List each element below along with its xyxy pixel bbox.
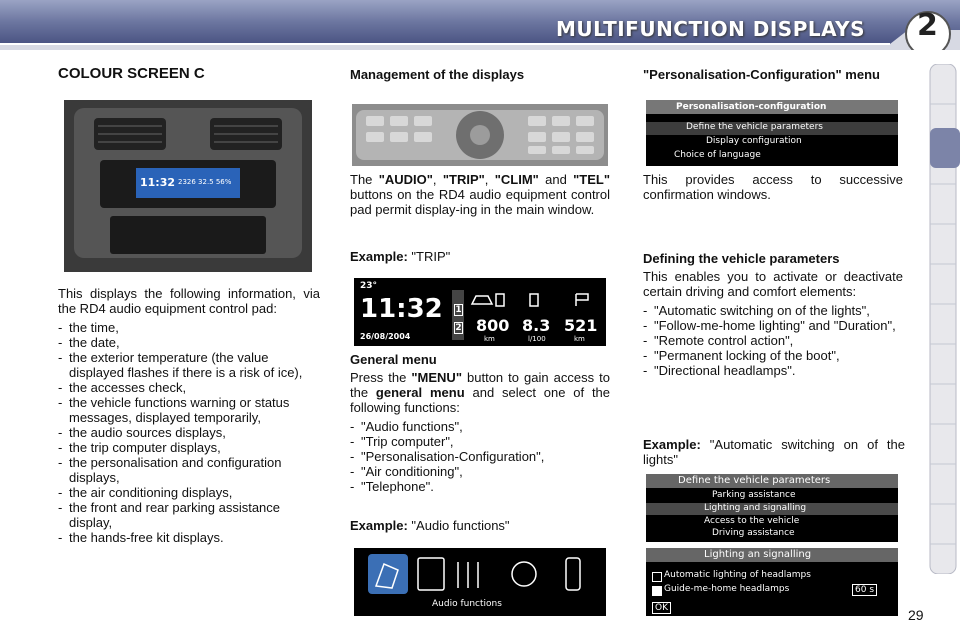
- example-lights: [643, 437, 905, 467]
- personalisation-body: [643, 172, 903, 202]
- general-menu-label: general menu: [375, 385, 465, 400]
- list-item: - the vehicle functions warning or status messages, displayed temporarily,: [58, 395, 320, 425]
- parameters-screen-header: Define the vehicle parameters: [646, 474, 898, 488]
- text-run: buttons on the RD4 audio equipment control pad permit display-ing in the main window.: [350, 187, 610, 217]
- general-menu-title: General menu: [350, 352, 437, 367]
- text-run: and select one of the following functions:: [350, 385, 611, 415]
- colour-screen-list: [58, 320, 320, 545]
- text-run: ,: [432, 172, 443, 187]
- general-menu-paragraph: [350, 370, 610, 415]
- lighting-screen-item: Automatic lighting of headlamps: [664, 570, 811, 580]
- text-run: button to gain access to the: [350, 370, 610, 400]
- lighting-screen-item: Guide-me-home headlamps: [664, 584, 790, 594]
- text-run: ,: [484, 172, 495, 187]
- tel-label: "TEL": [573, 172, 611, 187]
- text-run: The: [350, 172, 379, 187]
- chapter-tab-strip: [926, 64, 960, 574]
- column-colour-screen: [58, 66, 320, 81]
- parameters-screen-item-selected: Lighting and signalling: [646, 503, 898, 515]
- dashboard-photo: [64, 100, 312, 272]
- list-item: - "Permanent locking of the boot",: [643, 348, 903, 363]
- list-item: - the accesses check,: [58, 380, 320, 395]
- air-conditioning-icon: [512, 562, 536, 586]
- trip-temperature: 23°: [360, 281, 378, 291]
- example-trip: [350, 249, 610, 264]
- ok-button: OK: [652, 602, 671, 614]
- parameters-screen-item: Parking assistance: [712, 490, 796, 500]
- automatic-lighting-checkbox: [652, 572, 662, 582]
- list-item: - the audio sources displays,: [58, 425, 320, 440]
- audio-label: "AUDIO": [378, 172, 433, 187]
- trip-computer-icon: [418, 558, 444, 590]
- section-title-personalisation: "Personalisation-Configuration" menu: [643, 67, 880, 82]
- personalisation-paragraph: This provides access to successive confirmation windows.: [643, 172, 903, 202]
- text-run: Press the: [350, 370, 412, 385]
- photo-screen-time: 11:32: [140, 176, 176, 189]
- menu-screen-item-selected: Define the vehicle parameters: [646, 122, 898, 135]
- column-management: [350, 67, 610, 82]
- colour-screen-body: [58, 286, 320, 545]
- trip-tab-1: 1: [455, 305, 462, 315]
- list-item: - the exterior temperature (the value displayed flashes if there is a risk of ice),: [58, 350, 320, 380]
- trip-unit-2: l/100: [528, 335, 546, 343]
- trip-date: 26/08/2004: [360, 332, 411, 341]
- lighting-signalling-screen: [646, 548, 898, 616]
- clim-label: "CLIM": [494, 172, 539, 187]
- example-lights-paragraph: [643, 437, 905, 467]
- list-item: - "Audio functions",: [350, 419, 610, 434]
- list-item: - "Directional headlamps".: [643, 363, 903, 378]
- trip-unit-3: km: [574, 335, 585, 343]
- personalisation-menu-screen: [646, 100, 898, 166]
- list-item: - the hands-free kit displays.: [58, 530, 320, 545]
- defining-parameters-title: Defining the vehicle parameters: [643, 251, 840, 266]
- page-title: MULTIFUNCTION DISPLAYS: [556, 17, 866, 41]
- audio-screen-caption: Audio functions: [432, 599, 502, 609]
- list-item: - the air conditioning displays,: [58, 485, 320, 500]
- duration-value: 60 s: [852, 584, 877, 596]
- column-personalisation: [643, 67, 905, 82]
- management-paragraph: [350, 172, 610, 217]
- colour-screen-intro: This displays the following information, via the RD4 audio equipment control pad:: [58, 286, 320, 316]
- control-pad-photo: [352, 104, 608, 166]
- defining-parameters-section: [643, 251, 903, 378]
- defining-parameters-paragraph: This enables you to activate or deactivate certain driving and comfort elements:: [643, 269, 903, 299]
- telephone-icon: [566, 558, 580, 590]
- trip-icons: [468, 290, 604, 310]
- settings-icon: [458, 562, 478, 588]
- trip-value-1: 800: [476, 316, 510, 335]
- trip-time: 11:32: [360, 294, 443, 324]
- general-menu-section: [350, 352, 610, 494]
- management-body: [350, 172, 610, 217]
- text-run: and: [538, 172, 574, 187]
- list-item: - "Air conditioning",: [350, 464, 610, 479]
- page-header: [0, 0, 960, 50]
- dashboard-illustration: [64, 100, 312, 272]
- list-item: - "Telephone".: [350, 479, 610, 494]
- list-item: - "Trip computer",: [350, 434, 610, 449]
- lighting-screen-header: Lighting an signalling: [646, 548, 898, 562]
- example-value: "Audio functions": [407, 518, 510, 533]
- general-menu-list: [350, 419, 610, 494]
- flag-icon: [576, 294, 588, 306]
- example-value: "Automatic switching on of the lights": [643, 437, 905, 467]
- guide-me-home-checkbox: [652, 586, 662, 596]
- list-item: - the front and rear parking assistance display,: [58, 500, 320, 530]
- car-icon: [472, 296, 492, 304]
- example-label: Example:: [350, 518, 408, 533]
- menu-screen-item: Display configuration: [706, 136, 802, 146]
- section-title-colour-screen: COLOUR SCREEN C: [58, 65, 205, 82]
- section-title-management: Management of the displays: [350, 67, 525, 82]
- example-audio: [350, 518, 610, 533]
- menu-screen-item: Choice of language: [674, 150, 761, 160]
- list-item: - the time,: [58, 320, 320, 335]
- menu-label: "MENU": [411, 370, 462, 385]
- list-item: - "Follow-me-home lighting" and "Duration",: [643, 318, 903, 333]
- list-item: - "Automatic switching on of the lights",: [643, 303, 903, 318]
- control-pad-illustration: [352, 104, 608, 166]
- chapter-number: 2: [917, 8, 938, 43]
- list-item: - "Personalisation-Configuration",: [350, 449, 610, 464]
- trip-tab-2: 2: [455, 323, 462, 333]
- list-item: - the personalisation and configuration displays,: [58, 455, 320, 485]
- trip-label: "TRIP": [442, 172, 485, 187]
- page-number: 29: [908, 607, 924, 623]
- vehicle-parameters-screen: [646, 474, 898, 542]
- trip-value-2: 8.3: [522, 316, 551, 335]
- example-value: "TRIP": [407, 249, 451, 264]
- parameters-screen-item: Driving assistance: [712, 528, 795, 538]
- photo-screen-info: 2326 32.5 56%: [178, 178, 232, 186]
- fuel-icon: [530, 294, 538, 306]
- defining-parameters-list: [643, 303, 903, 378]
- example-label: Example:: [350, 249, 408, 264]
- trip-unit-1: km: [484, 335, 495, 343]
- trip-value-3: 521: [564, 316, 598, 335]
- example-label: Example:: [643, 437, 701, 452]
- fuel-pump-icon: [496, 294, 504, 306]
- parameters-screen-item: Access to the vehicle: [704, 516, 800, 526]
- audio-functions-screen: [354, 548, 606, 616]
- list-item: - the date,: [58, 335, 320, 350]
- list-item: - "Remote control action",: [643, 333, 903, 348]
- trip-screen: [354, 278, 606, 346]
- menu-screen-header: Personalisation-configuration: [646, 100, 898, 114]
- tab-strip-graphic: [926, 64, 960, 574]
- list-item: - the trip computer displays,: [58, 440, 320, 455]
